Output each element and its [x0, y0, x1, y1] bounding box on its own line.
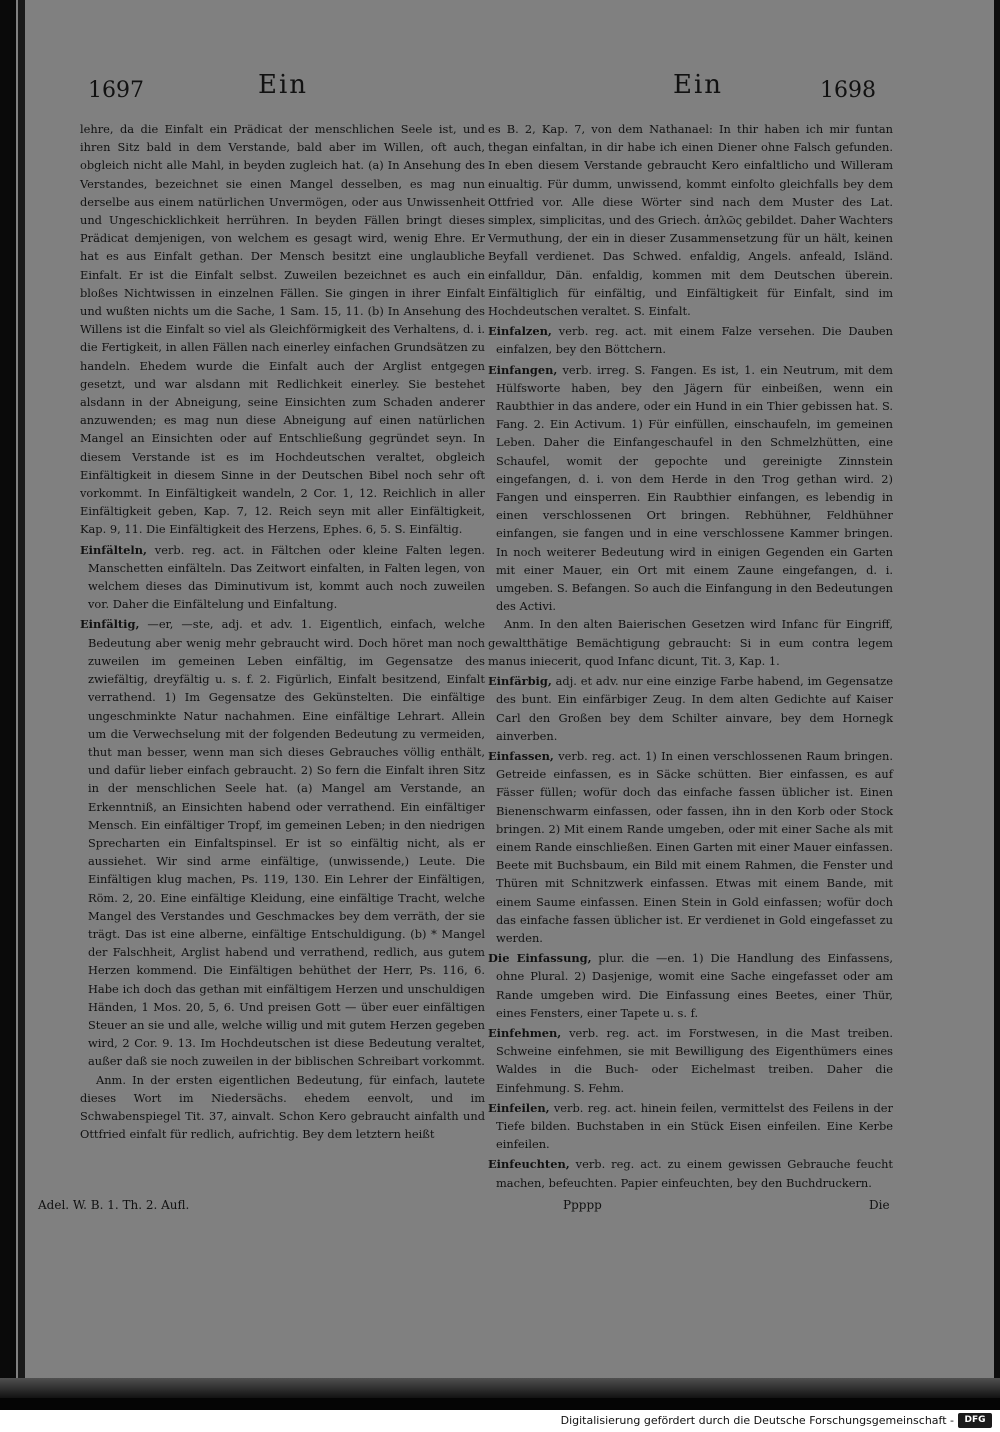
- footer-credit: Digitalisierung gefördert durch die Deutsche Forschungsgemeinschaft -: [560, 1414, 954, 1427]
- dictionary-entry: [488, 1099, 893, 1154]
- scan-right-border: [994, 0, 1000, 1400]
- entry-definition: plur. die —en. 1) Die Handlung des Einfassens, ohne Plural. 2) Dasjenige, womit eine Sache eingefasset oder am Rande umgeben wird. Die Einfassung eines Beetes, einer Thür, eines Fensters, einer Tapete u. s. f.: [496, 951, 893, 1020]
- dictionary-entry: [488, 361, 893, 616]
- scan-bottom-shadow: [0, 1378, 1000, 1400]
- annotation-paragraph: Anm. In den alten Baierischen Gesetzen wird Infanc für Eingriff, gewaltthätige Bemächtigung gebraucht: Si in eum contra legem manus iniecerit, quod Infanc dicunt, Tit. 3, Kap. 1.: [488, 617, 893, 668]
- dictionary-entry: [488, 949, 893, 1022]
- entry-definition: verb. reg. act. im Forstwesen, in die Mast treiben. Schweine einfehmen, sie mit Bewilligung des Eigenthümers eines Waldes in die Buch- oder Eichelmast treiben. Daher die Einfehmung. S. Fehm.: [496, 1025, 893, 1095]
- entry-definition: verb. reg. act. mit einem Falze versehen. Die Dauben einfalzen, bey den Böttchern.: [496, 324, 893, 357]
- page-number-left: 1697: [88, 78, 144, 103]
- entry-definition: —er, —ste, adj. et adv. 1. Eigentlich, einfach, welche Bedeutung aber wenig mehr gebraucht wird. Doch höret man noch zuweilen im gemeinen Leben einfältig, im Gegensatze des zwiefältig, dreyfältig u. s. f. 2. Figürlich, Einfalt besitzend, Einfalt verrathend. 1) Im Gegensatze des Gekünstelten. Die einfältige ungeschminkte Natur nachahmen. Eine einfältige Lehrart. Allein um die Verwechselung mit der folgenden Bedeutung zu vermeiden, thut man besser, wenn man sich dieses Gebrauches völlig enthält, und dafür lieber einfach gebraucht. 2) So fern die Einfalt ihren Sitz in der menschlichen Seele hat. (a) Mangel am Verstande, an Erkenntniß, an Einsichten habend oder verrathend. Ein einfältiger Mensch. Ein einfältiger Tropf, im gemeinen Leben; in den niedrigen Sprecharten ein Einfaltspinsel. Er ist so einfältig nicht, als er aussiehet. Wir sind arme einfältige, (unwissende,) Leute. Die Einfältigen klug machen, Ps. 119, 130. Ein Lehrer der Einfältigen, Röm. 2, 20. Eine einfältige Kleidung, eine einfältige Tracht, welche Mangel des Verstandes und Geschmackes bey dem verräth, der sie trägt. Das ist eine alberne, einfältige Entschuldigung. (b) * Mangel der Falschheit, Arglist habend und verrathend, redlich, aus gutem Herzen kommend. Die Einfältigen behüthet der Herr, Ps. 116, 6. Habe ich doch das gethan mit einfältigem Herzen und unschuldigen Händen, 1 Mos. 20, 5, 6. Und preisen Gott — über euer einfältigen Steuer an sie und alle, welche willig und mit gutem Herzen gegeben wird, 2 Cor. 9. 13. Im Hochdeutschen ist diese Bedeutung veraltet, außer daß sie noch zuweilen in der biblischen Schreibart vorkommt.: [88, 617, 485, 1069]
- entry-headword: Einfangen,: [488, 362, 558, 377]
- entry-headword: Einfälteln,: [80, 542, 147, 557]
- signature-mark: Ppppp: [563, 1198, 602, 1212]
- entry-definition: verb. irreg. S. Fangen. Es ist, 1. ein Neutrum, mit dem Hülfsworte haben, bey den Jägern für einbeißen, wenn ein Raubthier in das andere, oder ein Hund in ein Thier gebissen hat. S. Fang. 2. Ein Activum. 1) Für einfüllen, einschaufeln, im gemeinen Leben. Daher die Einfangeschaufel in den Schmelzhütten, eine Schaufel, womit der gepochte und gereinigte Zinnstein eingefangen, d. i. von dem Herde in den Trog gethan wird. 2) Fangen und einsperren. Ein Raubthier einfangen, es lebendig in einen verschlossenen Ort bringen. Rebhühner, Feldhühner einfangen, sie fangen und in eine verschlossene Kammer bringen. In noch weiterer Bedeutung wird in einigen Gegenden ein Garten mit einer Mauer, ein Ort mit einem Zaune eingefangen, d. i. umgeben. S. Befangen. So auch die Einfangung in den Bedeutungen des Activi.: [496, 362, 893, 614]
- dictionary-entry: [80, 615, 485, 1070]
- scan-left-border: [0, 0, 16, 1400]
- left-column: [80, 120, 485, 1143]
- running-head-left: Ein: [258, 70, 309, 100]
- entry-definition: verb. reg. act. hinein feilen, vermittelst des Feilens in der Tiefe bilden. Buchstaben in ein Stück Eisen einfeilen. Eine Kerbe einfeilen.: [496, 1100, 893, 1152]
- page-number-right: 1698: [820, 78, 876, 103]
- signature-line: Adel. W. B. 1. Th. 2. Aufl.: [38, 1198, 190, 1212]
- dictionary-entry: [488, 1155, 893, 1191]
- dictionary-entry: [488, 1024, 893, 1097]
- dfg-logo: DFG: [958, 1413, 992, 1428]
- entry-headword: Einfalzen,: [488, 324, 552, 339]
- entry-headword: Einfeilen,: [488, 1100, 550, 1115]
- entry-headword: Einfärbig,: [488, 674, 552, 689]
- catchword: Die: [869, 1198, 890, 1212]
- dictionary-entry: [488, 747, 893, 947]
- scan-bottom-border: [0, 1398, 1000, 1410]
- dictionary-entry: [488, 672, 893, 745]
- text-paragraph: es B. 2, Kap. 7, von dem Nathanael: In thir haben ich mir funtan thegan einfaltan, in dir habe ich einen Diener ohne Falsch gefunden. In eben diesem Verstande gebraucht Kero einfaltlicho und Willeram einualtig. Für dumm, unwissend, kommt einfolto gleichfalls bey dem Ottfried vor. Alle diese Wörter sind nach dem Muster des Lat. simplex, simplicitas, und des Griech. ἁπλῶς gebildet. Daher Wachters Vermuthung, der ein in dieser Zusammensetzung für un hält, keinen Beyfall verdienet. Das Schwed. enfaldig, Angels. anfeald, Isländ. einfalldur, Dän. enfaldig, kommen mit dem Deutschen überein. Einfältiglich für einfältig, und Einfältigkeit für Einfalt, sind im Hochdeutschen veraltet. S. Einfalt.: [488, 122, 893, 319]
- entry-headword: Einfehmen,: [488, 1025, 562, 1040]
- scan-left-shadow: [18, 0, 25, 1390]
- entry-definition: verb. reg. act. zu einem gewissen Gebrauche feucht machen, befeuchten. Papier einfeuchten, bey den Buchdruckern.: [496, 1157, 893, 1190]
- dictionary-entry: [488, 322, 893, 358]
- entry-headword: Einfeuchten,: [488, 1157, 570, 1172]
- right-column: [488, 120, 893, 1192]
- entry-definition: verb. reg. act. in Fältchen oder kleine Falten legen. Manschetten einfälteln. Das Zeitwort einfalten, in Falten legen, von welchem dieses das Diminutivum ist, kommt auch noch zuweilen vor. Daher die Einfältelung und Einfaltung.: [88, 542, 485, 612]
- entry-headword: Einfassen,: [488, 748, 554, 763]
- entry-headword: Einfältig,: [80, 617, 140, 632]
- text-paragraph: lehre, da die Einfalt ein Prädicat der menschlichen Seele ist, und ihren Sitz bald in dem Verstande, bald aber im Willen, oft auch, obgleich nicht alle Mahl, in beyden zugleich hat. (a) In Ansehung des Verstandes, bezeichnet sie einen Mangel desselben, es mag nun derselbe aus einem natürlichen Unvermögen, oder aus Unwissenheit und Ungeschicklichkeit herrühren. In beyden Fällen bringt dieses Prädicat demjenigen, von welchem es gesagt wird, wenig Ehre. Er hat es aus Einfalt gethan. Der Mensch besitzt eine unglaubliche Einfalt. Er ist die Einfalt selbst. Zuweilen bezeichnet es auch ein bloßes Nichtwissen in einzelnen Fällen. Sie gingen in ihrer Einfalt und wußten nichts um die Sache, 1 Sam. 15, 11. (b) In Ansehung des Willens ist die Einfalt so viel als Gleichförmigkeit des Verhaltens, d. i. die Fertigkeit, in allen Fällen nach einerley einfachen Grundsätzen zu handeln. Ehedem wurde die Einfalt auch der Arglist entgegen gesetzt, und war alsdann mit Redlichkeit einerley. Sie bestehet alsdann in der Abneigung, seine Einsichten zum Schaden anderer anzuwenden; es mag nun diese Abneigung auf einen natürlichen Mangel an Einsichten oder auf Entschließung gegründet seyn. In diesem Verstande ist es im Hochdeutschen veraltet, obgleich Einfältigkeit in diesem Sinne in der Deutschen Bibel noch sehr oft vorkommt. In Einfältigkeit wandeln, 2 Cor. 1, 12. Reichlich in aller Einfältigkeit geben, Kap. 7, 12. Reich seyn mit aller Einfältigkeit, Kap. 9, 11. Die Einfältigkeit des Herzens, Ephes. 6, 5. S. Einfältig.: [80, 122, 485, 537]
- entry-definition: adj. et adv. nur eine einzige Farbe habend, im Gegensatze des bunt. Ein einfärbiger Zeug. In dem alten Gedichte auf Kaiser Carl den Großen bey dem Schilter ainvare, bey dem Hornegk ainverben.: [496, 674, 893, 743]
- running-head-right: Ein: [673, 70, 724, 100]
- entry-definition: verb. reg. act. 1) In einen verschlossenen Raum bringen. Getreide einfassen, es in Säcke schütten. Bier einfassen, es auf Fässer füllen; wofür doch das einfache fassen üblicher ist. Einen Bienenschwarm einfassen, oder fassen, ihn in den Korb oder Stock bringen. 2) Mit einem Rande umgeben, oder mit einer Sache als mit einem Rande einschließen. Einen Garten mit einer Mauer einfassen. Beete mit Buchsbaum, ein Bild mit einem Rahmen, die Fenster und Thüren mit Schnitzwerk einfassen. Etwas mit einem Bande, mit einem Saume einfassen. Einen Stein in Gold einfassen; wofür doch das einfache fassen üblicher ist. Er verdienet in Gold eingefasset zu werden.: [496, 748, 893, 945]
- entry-headword: Die Einfassung,: [488, 951, 592, 966]
- dictionary-entry: [80, 541, 485, 614]
- annotation-paragraph: Anm. In der ersten eigentlichen Bedeutung, für einfach, lautete dieses Wort im Niedersächs. ehedem eenvolt, und im Schwabenspiegel Tit. 37, ainvalt. Schon Kero gebraucht ainfalth und Ottfried einfalt für redlich, aufrichtig. Bey dem letztern heißt: [80, 1072, 485, 1142]
